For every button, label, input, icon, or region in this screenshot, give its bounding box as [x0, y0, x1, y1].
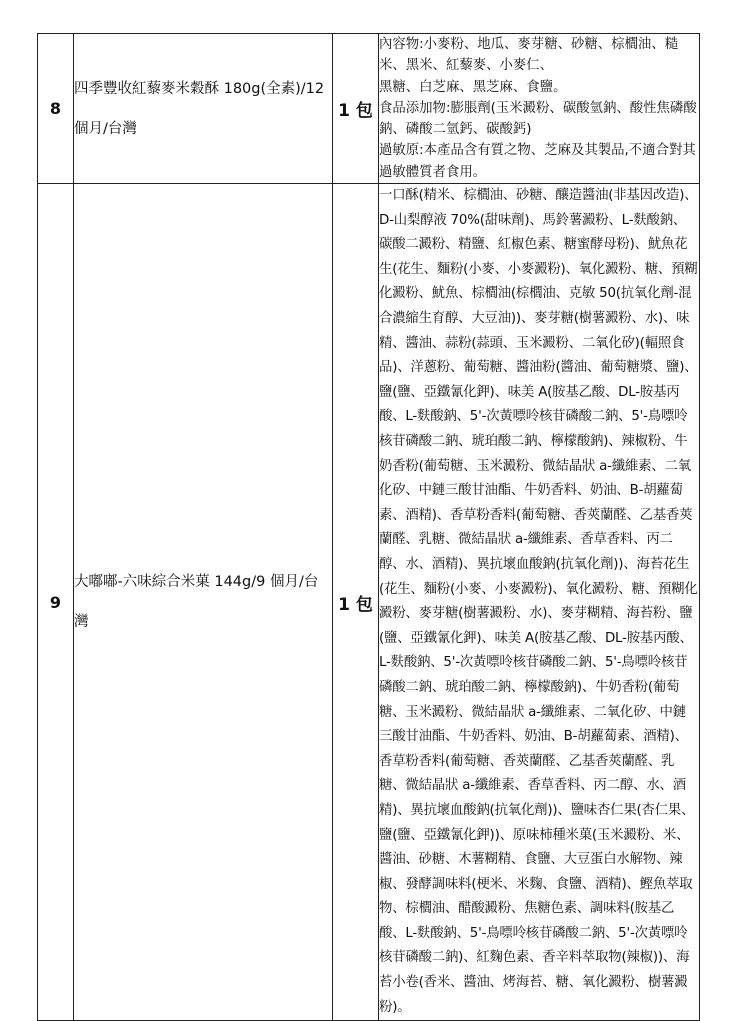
ingredients-allergens: 過敏原:本產品含有質之物、芝麻及其製品,不適合對其過敏體質者食用。	[379, 143, 696, 180]
quantity: 1 包	[333, 184, 379, 1021]
item-number: 8	[38, 34, 74, 184]
product-table	[37, 33, 700, 1021]
ingredients-contents-cont: 黑糖、白芝麻、黑芝麻、食鹽。	[379, 79, 567, 95]
ingredients-text: 一口酥(精米、棕櫚油、砂糖、釀造醬油(非基因改造)、D-山梨醇液 70%(甜味劑)、馬鈴薯澱粉、L-麩酸鈉、碳酸二澱粉、精鹽、紅椒色素、糖蜜酵母粉)、魷魚花生(花生、麵粉(小麥、小麥澱粉)、氧化澱粉、糖、預糊化澱粉、魷魚、棕櫚油(棕櫚油、克敏 50(抗氧化劑-混合濃縮生育醇、大豆油))、麥芽糖(樹薯澱粉、水)、味精、醬油、蒜粉(蒜頭、玉米澱粉、二氧化矽)(輻照食品)、洋蔥粉、葡萄糖、醬油粉(醬油、葡萄糖漿、鹽)、鹽(鹽、亞鐵氰化鉀)、味美 A(胺基乙酸、DL-胺基丙酸、L-麩酸鈉、5'-次黃嘌呤核苷磷酸二鈉、5'-鳥嘌呤核苷磷酸二鈉、琥珀酸二鈉、檸檬酸鈉)、辣椒粉、牛奶香粉(葡萄糖、玉米澱粉、微結晶狀 a-纖維素、二氧化矽、中鏈三酸甘油酯、牛奶香料、奶油、B-胡蘿蔔素、酒精)、香草粉香料(葡萄糖、香莢蘭醛、乙基香莢蘭醛、乳糖、微結晶狀 a-纖維素、香草香料、丙二醇、水、酒精)、異抗壞血酸鈉(抗氧化劑))、海苔花生(花生、麵粉(小麥、小麥澱粉)、氧化澱粉、糖、預糊化澱粉、麥芽糖(樹薯澱粉、水)、麥芽糊精、海苔粉、鹽(鹽、亞鐵氰化鉀)、味美 A(胺基乙酸、DL-胺基丙酸、L-麩酸鈉、5'-次黃嘌呤核苷磷酸二鈉、5'-鳥嘌呤核苷磷酸二鈉、琥珀酸二鈉、檸檬酸鈉)、牛奶香粉(葡萄糖、玉米澱粉、微結晶狀 a-纖維素、二氧化矽、中鏈三酸甘油酯、牛奶香料、奶油、B-胡蘿蔔素、酒精)、香草粉香料(葡萄糖、香莢蘭醛、乙基香莢蘭醛、乳糖、微結晶狀 a-纖維素、香草香料、丙二醇、水、酒精)、異抗壞血酸鈉(抗氧化劑))、鹽味杏仁果(杏仁果、鹽(鹽、亞鐵氰化鉀))、原味柿種米菓(玉米澱粉、米、醬油、砂糖、木薯糊精、食鹽、大豆蛋白水解物、辣椒、發酵調味料(梗米、米麴、食鹽、酒精)、鰹魚萃取物、棕櫚油、醋酸澱粉、焦糖色素、調味料(胺基乙酸、L-麩酸鈉、5'-鳥嘌呤核苷磷酸二鈉、5'-次黃嘌呤核苷磷酸二鈉)、紅麴色素、香辛料萃取物(辣椒))、海苔小卷(香米、醬油、烤海苔、糖、氧化澱粉、樹薯澱粉)。	[379, 188, 698, 1015]
ingredients-contents: 內容物:小麥粉、地瓜、麥芽糖、砂糖、棕櫚油、糙米、黑米、紅藜麥、小麥仁、	[379, 37, 679, 74]
quantity: 1 包	[333, 34, 379, 184]
ingredients-cell	[379, 184, 700, 1021]
ingredients-additives: 食品添加物:膨脹劑(玉米澱粉、碳酸氫鈉、酸性焦磷酸鈉、磷酸二氫鈣、碳酸鈣)	[379, 100, 697, 138]
table-row	[38, 34, 700, 184]
ingredients-cell	[379, 34, 700, 184]
product-name: 四季豐收紅藜麥米穀酥 180g(全素)/12個月/台灣	[74, 34, 333, 184]
item-number: 9	[38, 184, 74, 1021]
table-row	[38, 184, 700, 1021]
product-name: 大嘟嘟-六味綜合米菓 144g/9 個月/台灣	[74, 184, 333, 1021]
